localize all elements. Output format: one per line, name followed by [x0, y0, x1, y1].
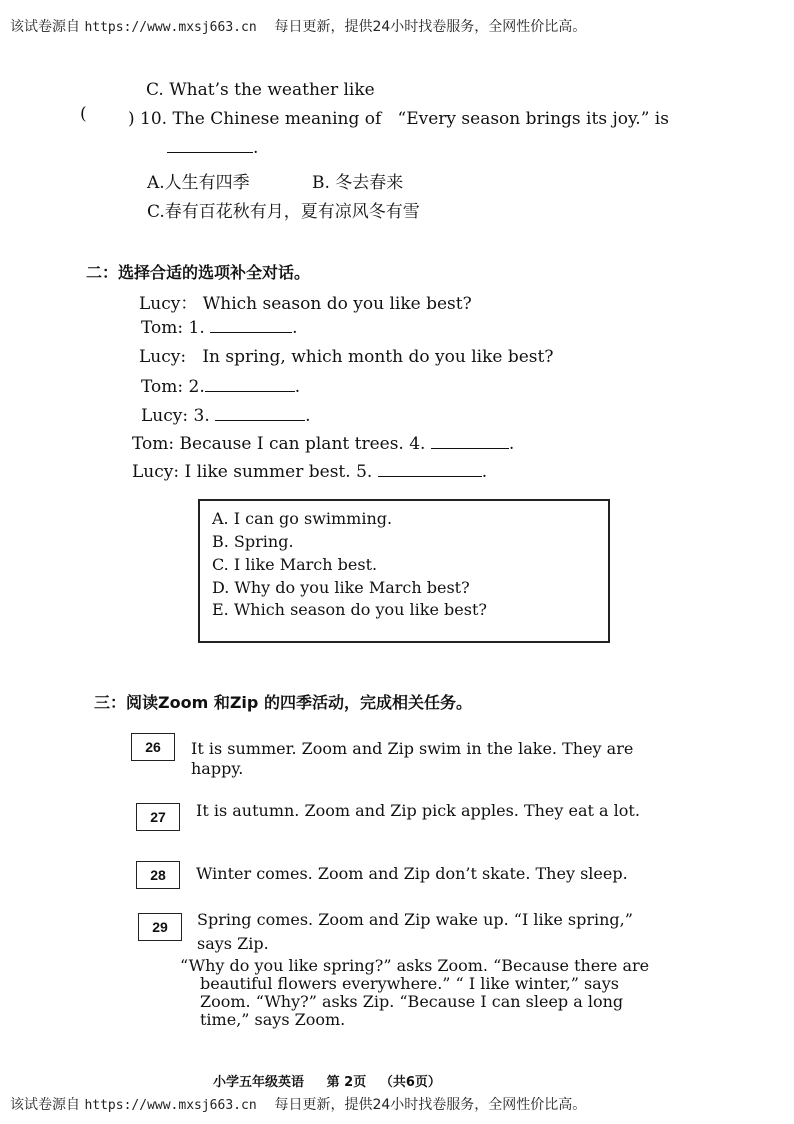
item-29-line2: says Zip.: [197, 934, 269, 953]
item-number-box: 29: [138, 913, 182, 941]
dialogue-para-line: time,” says Zoom.: [200, 1010, 346, 1029]
q10-option-b: B. 冬去春来: [312, 173, 404, 193]
item-26-line2: happy.: [191, 759, 244, 778]
dialogue-line: Lucy: In spring, which month do you like best?: [139, 347, 554, 367]
item-26-line1: It is summer. Zoom and Zip swim in the lake. They are: [191, 739, 634, 758]
q10-answer-blank[interactable]: .: [167, 138, 258, 158]
answer-blank-1[interactable]: [210, 318, 292, 333]
banner-url[interactable]: https://www.mxsj663.cn: [84, 20, 257, 35]
q10-stem: [128, 109, 669, 129]
options-box: [198, 499, 610, 643]
footer-banner: [10, 1094, 586, 1114]
dialogue-para-line: Zoom. “Why?” asks Zip. “Because I can sleep a long: [200, 992, 624, 1011]
q10-quote: “Every season brings its joy.” is: [397, 109, 669, 129]
q10-option-c: C.春有百花秋有月，夏有凉风冬有雪: [147, 202, 420, 222]
banner-site-label: 该试卷源自: [10, 1097, 80, 1113]
dialogue-line: Tom: 2. .: [141, 377, 301, 397]
answer-blank-5[interactable]: [378, 462, 482, 477]
option-b: B. Spring.: [212, 532, 294, 551]
option-c: C. I like March best.: [212, 555, 378, 574]
q9-option-c: C. What’s the weather like: [146, 80, 375, 100]
answer-blank-4[interactable]: [431, 434, 509, 449]
option-d: D. Why do you like March best?: [212, 578, 470, 597]
footer-total: （共6页）: [379, 1075, 441, 1090]
dialogue-line: Tom: 1. .: [141, 318, 298, 338]
dialogue-line: Lucy: I like summer best. 5. .: [132, 462, 488, 482]
item-29-line1: Spring comes. Zoom and Zip wake up. “I like spring,”: [197, 910, 633, 929]
dialogue-line: Lucy： Which season do you like best?: [139, 294, 472, 314]
banner-url[interactable]: https://www.mxsj663.cn: [84, 1098, 257, 1113]
q10-stem-text: ) 10. The Chinese meaning of: [128, 109, 382, 129]
footer-page: 第 2页: [326, 1075, 367, 1090]
answer-paren: (: [80, 104, 87, 124]
header-banner: [10, 16, 586, 36]
footer-subject: 小学五年级英语: [213, 1075, 305, 1090]
dialogue-para-line: beautiful flowers everywhere.” “ I like winter,” says: [200, 974, 619, 993]
section3-heading: 三：阅读Zoom 和Zip 的四季活动，完成相关任务。: [94, 693, 472, 712]
answer-blank-2[interactable]: [205, 377, 295, 392]
dialogue-line: Lucy: 3. .: [141, 406, 311, 426]
option-a: A. I can go swimming.: [212, 509, 393, 528]
banner-slogan: 每日更新，提供24小时找卷服务，全网性价比高。: [274, 1097, 587, 1113]
banner-site-label: 该试卷源自: [10, 19, 80, 35]
item-28-line1: Winter comes. Zoom and Zip don’t skate. They sleep.: [196, 864, 628, 883]
page-footer: [213, 1071, 441, 1090]
item-number-box: 28: [136, 861, 180, 889]
item-number-box: 26: [131, 733, 175, 761]
banner-slogan: 每日更新，提供24小时找卷服务，全网性价比高。: [274, 19, 587, 35]
q10-option-a: A.人生有四季: [147, 173, 250, 193]
option-e: E. Which season do you like best?: [212, 600, 487, 619]
dialogue-para-line: “Why do you like spring?” asks Zoom. “Because there are: [180, 956, 650, 975]
item-number-box: 27: [136, 803, 180, 831]
item-27-line1: It is autumn. Zoom and Zip pick apples. They eat a lot.: [196, 801, 640, 820]
section2-heading: 二：选择合适的选项补全对话。: [86, 263, 311, 282]
dialogue-line: Tom: Because I can plant trees. 4. .: [132, 434, 515, 454]
answer-blank-3[interactable]: [215, 406, 305, 421]
